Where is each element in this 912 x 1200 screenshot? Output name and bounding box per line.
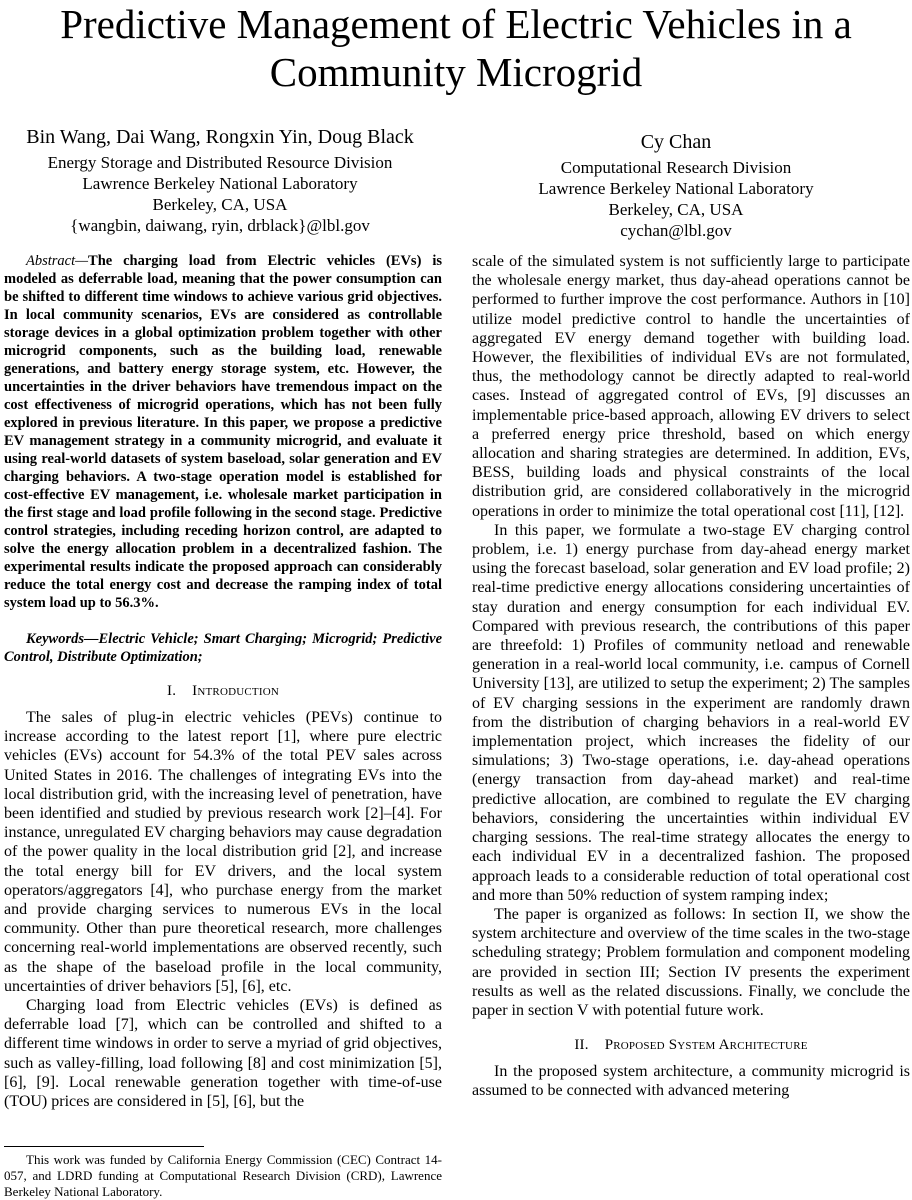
abstract [4, 252, 442, 612]
keywords [4, 630, 442, 666]
author-emails: {wangbin, daiwang, ryin, drblack}@lbl.gov [70, 216, 370, 235]
paper-title [0, 0, 912, 96]
author-affiliation-location: Berkeley, CA, USA [608, 200, 744, 219]
author-block-right [466, 130, 886, 241]
author-email: cychan@lbl.gov [620, 221, 732, 240]
section-title: Introduction [192, 683, 279, 699]
title-line-1: Predictive Management of Electric Vehicles in a [60, 1, 852, 47]
footnote: This work was funded by California Energy Commission (CEC) Contract 14-057, and LDRD funding at Computational Research Division (CRD), Lawrence Berkeley National Laboratory. [4, 1152, 442, 1199]
author-affiliation-lab: Lawrence Berkeley National Laboratory [82, 174, 358, 193]
body-paragraph: Charging load from Electric vehicles (EVs) is defined as deferrable load [7], which can be controlled and shifted to a different time windows in order to serve a myriad of grid objectives, such as valley-filling, load following [8] and cost minimization [5], [6], [9]. Local renewable generation together with time-of-use (TOU) prices are considered in [5], [6], but the [4, 997, 442, 1111]
right-column [472, 252, 910, 1130]
keywords-text: Electric Vehicle; Smart Charging; Microgrid; Predictive Control, Distribute Optimization; [4, 631, 442, 665]
body-paragraph: The sales of plug-in electric vehicles (PEVs) continue to increase according to the latest report [1], where pure electric vehicles (EVs) account for 54.3% of the total PEV sales across United States in 2016. The challenges of integrating EVs into the local distribution grid, with the increasing level of penetration, have been identified and studied by previous research work [2]–[4]. For instance, unregulated EV charging behaviors may cause degradation of the power quality in the local distribution grid [2], and increase the total energy bill for EV drivers, and the local system operators/aggregators [4], who purchase energy from the market and provide charging services to numerous EVs in the local community. Other than pure theoretical research, more challenges concerning real-world implementations are observed recently, such as the shape of the baseload profile in the local community, uncertainties of driver behaviors [5], [6], etc. [4, 709, 442, 995]
author-affiliation-location: Berkeley, CA, USA [152, 195, 288, 214]
abstract-text: The charging load from Electric vehicles (EVs) is modeled as deferrable load, meaning that the power consumption can be shifted to different time windows to achieve various grid objectives. In local community scenarios, EVs are considered as controllable storage devices in a global optimization problem together with other microgrid components, such as the building load, renewable generations, and battery energy storage system, etc. However, the uncertainties in the driver behaviors have tremendous impact on the cost effectiveness of microgrid operations, which has not been fully explored in previous literature. In this paper, we propose a predictive EV management strategy in a community microgrid, and evaluate it using real-world datasets of system baseload, solar generation and EV charging behaviors. A two-stage operation model is established for cost-effective EV management, i.e. wholesale market participation in the first stage and load profile following in the second stage. Predictive control strategies, including receding horizon control, are adapted to solve the energy allocation problem in a decentralized fashion. The experimental results indicate the proposed approach can considerably reduce the total energy cost and decrease the ramping index of total system load up to 56.3%. [4, 253, 442, 611]
author-names: Bin Wang, Dai Wang, Rongxin Yin, Doug Black [26, 126, 414, 148]
body-paragraph: scale of the simulated system is not sufficiently large to participate the wholesale energy market, thus day-ahead operations cannot be performed to further improve the cost performance. Authors in [10] utilize model predictive control to handle the uncertainties of aggregated EV energy demand together with building load. However, the flexibilities of individual EVs are not formulated, thus, the methodology cannot be directly adapted to real-world cases. Instead of aggregated control of EVs, [9] discusses an implementable price-based approach, allowing EV drivers to select a preferred energy price threshold, based on which energy allocation and sharing strategies are determined. In addition, EVs, BESS, building loads and physical constraints of the local distribution grid, are considered collaboratively in the microgrid operations in order to minimize the total operational cost [11], [12]. [472, 253, 910, 520]
section-title: Proposed System Architecture [604, 1037, 808, 1054]
author-block-left [10, 125, 430, 236]
body-paragraph: The paper is organized as follows: In section II, we show the system architecture and overview of the time scales in the two-stage scheduling strategy; Problem formulation and component modeling are provided in section III; Section IV presents the experiment results as well as the related discussions. Finally, we conclude the paper in section V with potential future work. [472, 905, 910, 1019]
title-line-2: Community Microgrid [269, 49, 643, 95]
section-number: I. [167, 683, 177, 699]
body-paragraph: In this paper, we formulate a two-stage EV charging control problem, i.e. 1) energy purchase from day-ahead energy market using the forecast baseload, solar generation and EV load profile; 2) real-time predictive energy allocations considering uncertainties of stay duration and energy consumption for each individual EV. Compared with previous research, the contributions of this paper are threefold: 1) Profiles of community netload and renewable generation in a real-world local community, i.e. campus of Cornell University [13], are utilized to setup the experiment; 2) The samples of EV charging sessions in the experiment are randomly drawn from the distribution of charging behaviors in a real-world EV implementation project, which increases the fidelity of our simulations; 3) Two-stage operations, i.e. day-ahead operations (energy transaction from day-ahead market) and real-time predictive allocation, are combined to regulate the EV charging behaviors, considering the uncertainties within individual EV charging sessions. The real-time strategy allocates the energy to each individual EV in a decentralized fashion. The proposed approach leads to a considerable reduction of total operational cost and more than 50% reduction of system ramping index; [472, 521, 910, 904]
author-names: Cy Chan [640, 131, 712, 153]
section-heading-architecture [472, 1036, 910, 1054]
author-affiliation-division: Energy Storage and Distributed Resource Division [47, 153, 393, 172]
author-affiliation-lab: Lawrence Berkeley National Laboratory [538, 179, 814, 198]
section-heading-introduction [4, 682, 442, 700]
footnote-divider [4, 1146, 204, 1147]
section-number: II. [574, 1037, 589, 1054]
left-column [4, 252, 442, 1130]
author-affiliation-division: Computational Research Division [560, 158, 792, 177]
body-paragraph: In the proposed system architecture, a community microgrid is assumed to be connected with advanced metering [472, 1063, 910, 1100]
keywords-label: Keywords— [26, 631, 99, 647]
abstract-label: Abstract— [26, 253, 89, 269]
